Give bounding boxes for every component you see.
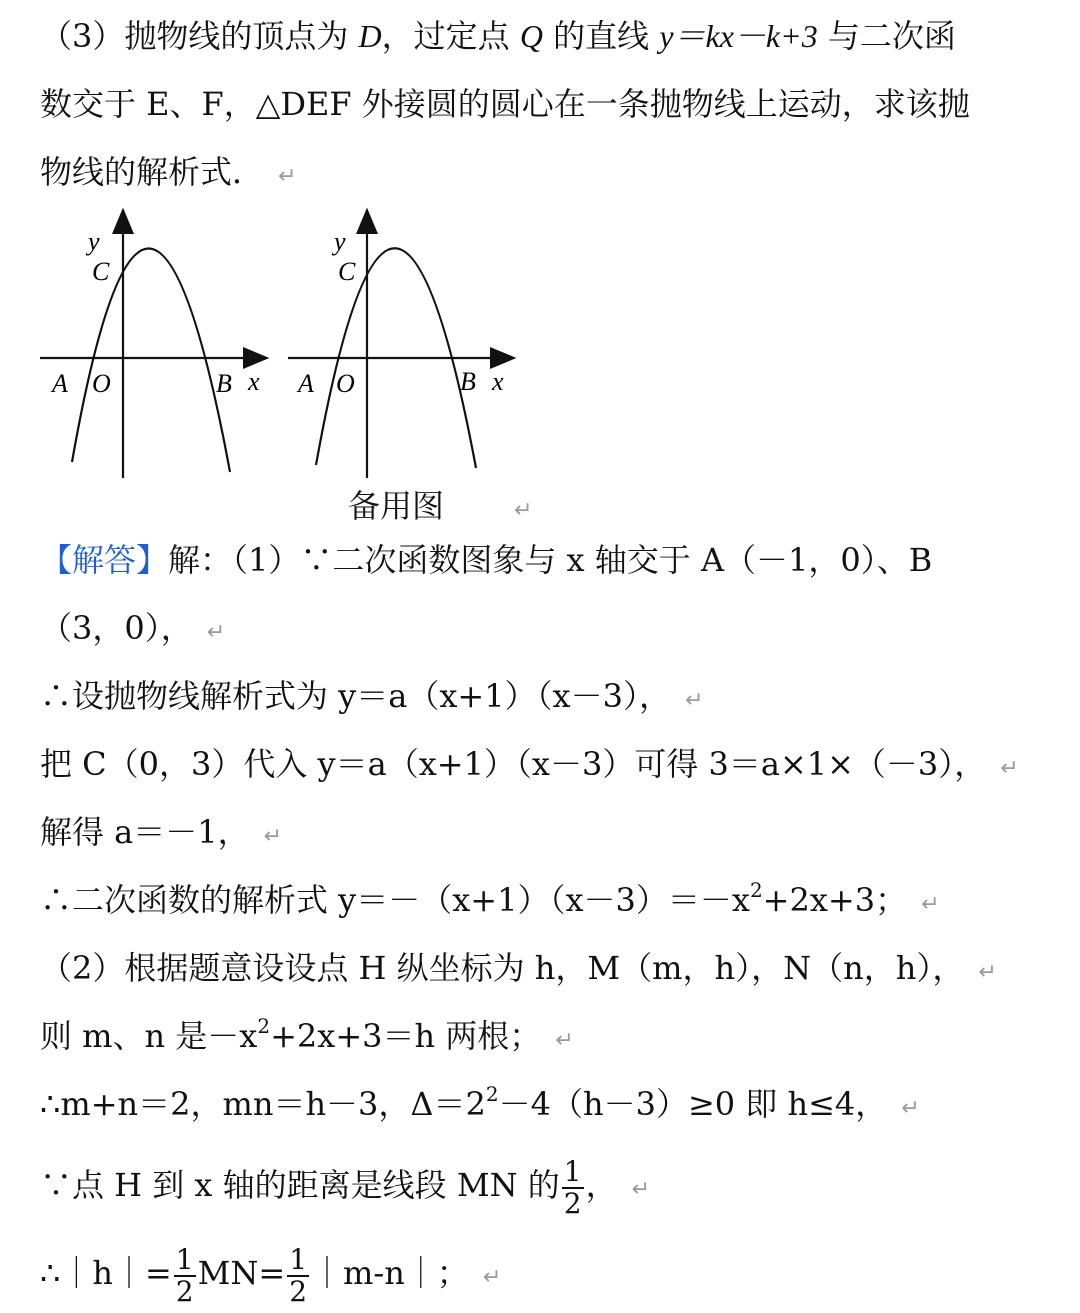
paragraph-mark-icon: ↵: [901, 1096, 920, 1121]
problem-line-2: 数交于 E、F，△DEF 外接圆的圆心在一条抛物线上运动，求该抛: [40, 85, 970, 123]
solution-line-3: [40, 674, 703, 723]
paragraph-mark-icon: ↵: [514, 498, 533, 523]
parabola-figures: [30, 200, 530, 490]
label-c: C: [92, 257, 110, 286]
paragraph-mark-icon: ↵: [1000, 756, 1019, 781]
solution-text: +2x+3＝h 两根；: [270, 1017, 542, 1055]
caption-text: 备用图: [348, 487, 445, 525]
label-b: B: [460, 367, 476, 396]
label-c: C: [338, 257, 356, 286]
solution-text: 解：（1）∵二次函数图象与 x 轴交于 A（－1，0）、B: [168, 541, 933, 579]
solution-text: 把 C（0，3）代入 y＝a（x+1）（x－3）可得 3＝a×1×（－3），: [40, 745, 987, 783]
solution-text: ∵点 H 到 x 轴的距离是线段 MN 的: [40, 1166, 560, 1204]
exponent: 2: [749, 878, 763, 902]
label-b: B: [216, 369, 232, 398]
exponent: 2: [257, 1014, 271, 1038]
solution-text: （2）根据题意设设点 H 纵坐标为 h，M（m，h），N（n，h），: [40, 949, 965, 987]
paragraph-mark-icon: ↵: [921, 892, 940, 917]
problem-line-3: [40, 150, 296, 199]
point-d: D: [358, 18, 382, 54]
solution-line-5: [40, 810, 282, 859]
problem-text: 物线的解析式．: [40, 153, 265, 191]
paragraph-mark-icon: ↵: [263, 824, 283, 849]
solution-text: +2x+3；: [762, 881, 908, 919]
fraction-half: $\frac{1}{2}$: [175, 1242, 194, 1308]
answer-tag: 【解答】: [40, 541, 169, 579]
solution-line-10: [40, 1150, 650, 1225]
paragraph-mark-icon: ↵: [278, 164, 297, 189]
solution-line-4: [40, 742, 1019, 791]
fraction-half: $\frac{1}{2}$: [289, 1242, 308, 1308]
solution-line-9: [40, 1082, 920, 1131]
solution-line-7: [40, 946, 997, 995]
label-x: x: [492, 367, 504, 396]
solution-text: ∴｜h｜=: [40, 1254, 172, 1292]
solution-text: ∴m+n＝2，mn＝h－3，Δ＝2: [40, 1085, 486, 1123]
exponent: 2: [485, 1082, 499, 1106]
solution-text: ∴设抛物线解析式为 y＝a（x+1）（x－3），: [40, 677, 671, 715]
problem-text-part: 与二次函: [817, 17, 956, 55]
point-q: Q: [519, 18, 543, 54]
figure-caption: [348, 484, 532, 533]
solution-line-2: [40, 606, 225, 655]
solution-text: ∴二次函数的解析式 y＝－（x+1）（x－3）＝－x: [40, 881, 750, 919]
solution-text: ，: [585, 1166, 618, 1204]
label-y: y: [88, 227, 100, 256]
solution-line-1: [40, 538, 932, 582]
paragraph-mark-icon: ↵: [555, 1028, 574, 1053]
label-y: y: [334, 227, 346, 256]
figure-left: [40, 212, 265, 478]
solution-line-11: [40, 1238, 501, 1313]
problem-text-part: ，过定点: [381, 17, 520, 55]
figure-right: [288, 212, 512, 478]
label-a: A: [298, 369, 314, 398]
problem-line-1: [40, 14, 956, 58]
solution-text: ｜m-n｜；: [311, 1254, 469, 1292]
solution-text: 则 m、n 是－x: [40, 1017, 258, 1055]
paragraph-mark-icon: ↵: [631, 1177, 651, 1202]
solution-text: MN=: [197, 1254, 286, 1292]
solution-text: －4（h－3）≥0 即 h≤4，: [498, 1085, 888, 1123]
label-x: x: [248, 367, 260, 396]
paragraph-mark-icon: ↵: [978, 960, 997, 985]
paragraph-mark-icon: ↵: [684, 688, 704, 713]
solution-text: 解得 a＝－1，: [40, 813, 250, 851]
paragraph-mark-icon: ↵: [206, 620, 226, 645]
label-o: O: [92, 369, 111, 398]
fraction-half: $\frac{1}{2}$: [563, 1154, 582, 1220]
label-a: A: [52, 369, 68, 398]
problem-text-part: 的直线: [542, 17, 660, 55]
solution-line-6: [40, 878, 940, 927]
paragraph-mark-icon: ↵: [482, 1265, 502, 1290]
label-o: O: [336, 369, 355, 398]
problem-text-part: （3）抛物线的顶点为: [40, 17, 359, 55]
solution-text: （3，0），: [40, 609, 193, 647]
solution-line-8: [40, 1014, 574, 1063]
line-equation: y＝kx－k+3: [659, 18, 818, 54]
